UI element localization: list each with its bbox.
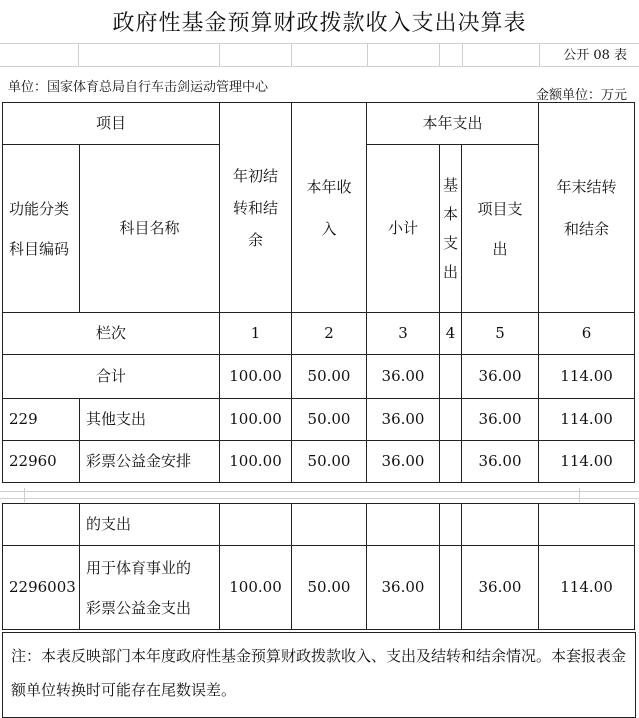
cell-begin: 100.00 xyxy=(220,441,292,483)
guide-line xyxy=(0,43,639,44)
cell-project: 36.00 xyxy=(462,355,539,399)
header-end-balance: 年末结转和结余 xyxy=(539,103,635,313)
cell-basic xyxy=(440,504,462,546)
colno-3: 3 xyxy=(367,313,440,355)
colno-4: 4 xyxy=(440,313,462,355)
guide-line xyxy=(462,43,463,67)
cell-basic xyxy=(440,546,462,630)
cell-basic xyxy=(440,355,462,399)
header-basic: 基本支出 xyxy=(440,145,462,313)
colno-5: 5 xyxy=(462,313,539,355)
cell-begin: 100.00 xyxy=(220,355,292,399)
page-break-tick xyxy=(579,488,580,502)
cell-name-line: 用于体育事业的 xyxy=(86,558,192,577)
colno-1: 1 xyxy=(220,313,292,355)
cell-income: 50.00 xyxy=(292,441,367,483)
header-subject-name: 科目名称 xyxy=(80,145,220,313)
cell-name-line: 彩票公益金支出 xyxy=(86,598,192,617)
cell-code xyxy=(3,504,80,546)
guide-line xyxy=(367,43,368,67)
guide-line xyxy=(439,43,440,67)
colno-label: 栏次 xyxy=(3,313,220,355)
guide-line xyxy=(291,43,292,67)
table-note: 注：本表反映部门本年度政府性基金预算财政拨款收入、支出及结转和结余情况。本套报表金额单位转换时可能存在尾数误差。 xyxy=(2,632,636,718)
cell-end: 114.00 xyxy=(539,399,635,441)
cell-project: 36.00 xyxy=(462,441,539,483)
cell-subtotal: 36.00 xyxy=(367,399,440,441)
page-break-line xyxy=(0,498,639,499)
cell-income: 50.00 xyxy=(292,546,367,630)
table-row xyxy=(3,546,635,630)
unit-label: 单位：国家体育总局自行车击剑运动管理中心 xyxy=(8,80,269,95)
guide-line xyxy=(78,43,79,67)
guide-line xyxy=(539,43,540,67)
cell-basic xyxy=(440,399,462,441)
colno-2: 2 xyxy=(292,313,367,355)
table-row xyxy=(3,441,635,483)
cell-code: 229 xyxy=(3,399,80,441)
cell-begin: 100.00 xyxy=(220,399,292,441)
form-code: 公开 08 表 xyxy=(563,48,627,63)
cell-subtotal: 36.00 xyxy=(367,441,440,483)
cell-project: 36.00 xyxy=(462,546,539,630)
cell-code: 2296003 xyxy=(3,546,80,630)
cell-subtotal: 36.00 xyxy=(367,355,440,399)
cell-project: 36.00 xyxy=(462,399,539,441)
cell-income: 50.00 xyxy=(292,399,367,441)
cell-begin: 100.00 xyxy=(220,546,292,630)
money-unit-label: 金额单位：万元 xyxy=(535,88,627,103)
cell-end: 114.00 xyxy=(539,441,635,483)
header-project: 项目 xyxy=(3,103,220,145)
header-func-code: 功能分类科目编码 xyxy=(3,145,80,313)
cell-basic xyxy=(440,441,462,483)
cell-name: 的支出 xyxy=(80,504,220,546)
cell-name: 其他支出 xyxy=(80,399,220,441)
cell-end: 114.00 xyxy=(539,355,635,399)
cell-end xyxy=(539,504,635,546)
budget-table-continued xyxy=(2,503,635,630)
cell-income xyxy=(292,504,367,546)
page-break xyxy=(0,488,639,502)
table-row xyxy=(3,504,635,546)
cell-name: 彩票公益金安排 xyxy=(80,441,220,483)
page-title: 政府性基金预算财政拨款收入支出决算表 xyxy=(112,11,527,36)
budget-table xyxy=(2,102,635,483)
header-subtotal: 小计 xyxy=(367,145,440,313)
header-project-exp: 项目支出 xyxy=(462,145,539,313)
cell-name xyxy=(80,546,220,630)
header-income: 本年收入 xyxy=(292,103,367,313)
cell-end: 114.00 xyxy=(539,546,635,630)
page-break-line xyxy=(0,491,639,492)
header-expend-group: 本年支出 xyxy=(367,103,539,145)
page-break-tick xyxy=(24,488,25,502)
colno-6: 6 xyxy=(539,313,635,355)
cell-subtotal: 36.00 xyxy=(367,546,440,630)
guide-line xyxy=(0,66,639,67)
cell-project xyxy=(462,504,539,546)
cell-subtotal xyxy=(367,504,440,546)
header-begin-balance: 年初结转和结余 xyxy=(220,103,292,313)
table-row-total xyxy=(3,355,635,399)
cell-income: 50.00 xyxy=(292,355,367,399)
cell-code: 22960 xyxy=(3,441,80,483)
total-label: 合计 xyxy=(3,355,220,399)
guide-line xyxy=(219,43,220,67)
table-row xyxy=(3,399,635,441)
cell-begin xyxy=(220,504,292,546)
